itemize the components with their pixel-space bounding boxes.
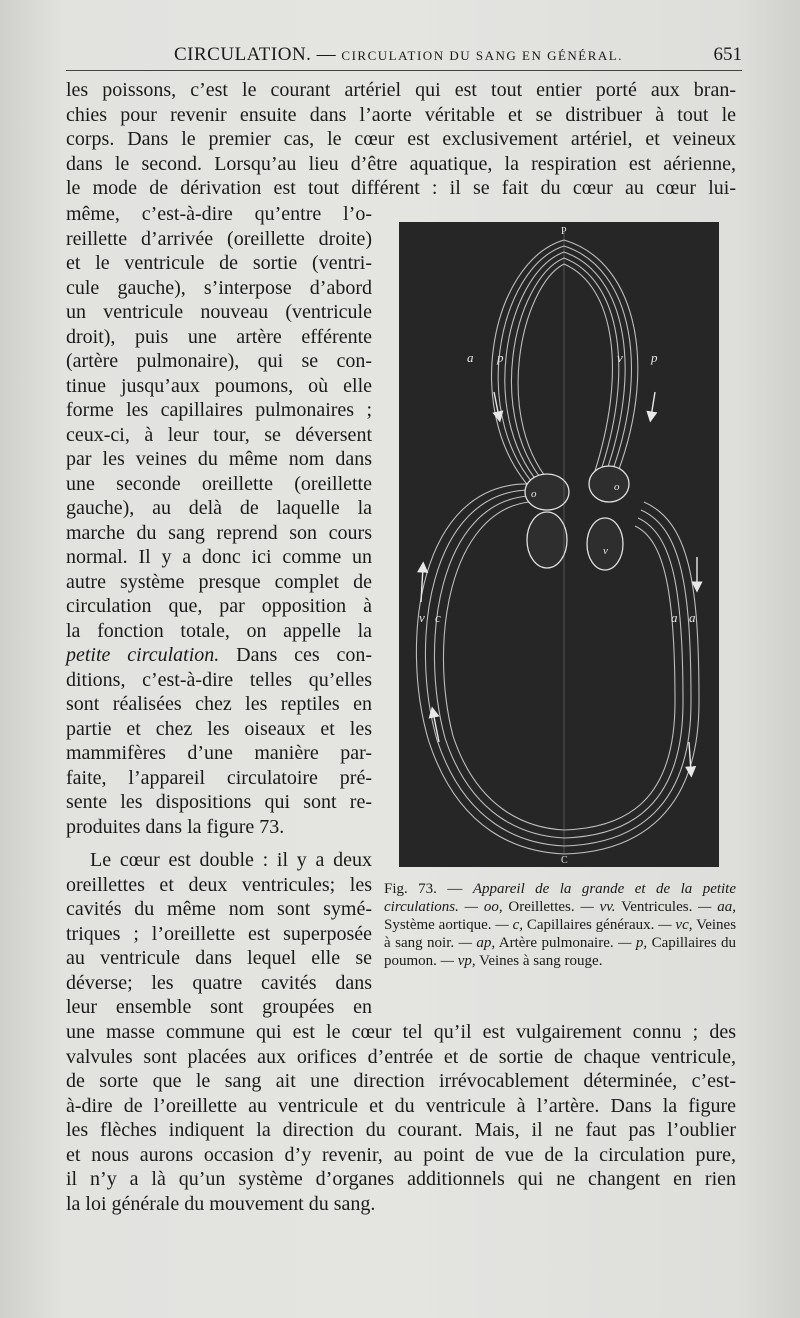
paragraph-2-column [66, 848, 372, 1020]
header-subtitle: CIRCULATION DU SANG EN GÉNÉRAL. [341, 48, 623, 63]
text-line: tinue jusqu’aux poumons, où elle [66, 374, 372, 397]
paragraph-1-full [66, 78, 736, 201]
paragraph-2-full [66, 1020, 736, 1216]
text-line: forme les capillaires pulmonaires ; [66, 399, 372, 421]
caption-key: — vv. [580, 899, 616, 915]
text-line: les poissons, c’est le courant artériel qui est tout entier porté aux bran- [66, 79, 736, 101]
label-v-heart: v [603, 545, 608, 557]
caption-key: — vp, [440, 953, 476, 969]
text-line: à-dire de l’oreillette au ventricule et du ventricule à l’artère. Dans la figure [66, 1094, 736, 1117]
text-line: déverse; les quatre cavités dans [66, 971, 372, 994]
caption-text: Système aortique. [384, 917, 492, 933]
text-line: cavités du même nom sont symé- [66, 898, 372, 920]
label-bottom-c: C [561, 855, 568, 866]
caption-key: — vc, [658, 917, 693, 933]
caption-key: — aa, [698, 899, 737, 915]
caption-key: — c, [495, 917, 523, 933]
caption-fig-title: Appareil de la grande et de la petite circulations. [384, 881, 737, 915]
text-line: marche du sang reprend son cours [66, 521, 372, 544]
text-line: il n’y a là qu’un système d’organes additionnels qui ne changent en rien [66, 1168, 736, 1190]
header-dash: — [316, 44, 337, 65]
text-line: Le cœur est double : il y a deux [90, 849, 372, 871]
caption-text: Artère pulmonaire. [498, 935, 614, 951]
caption-text: Oreillettes. [508, 899, 575, 915]
text-line: au ventricule dans lequel elle se [66, 947, 372, 969]
label-top-p: P [561, 226, 567, 237]
text-line: la fonction totale, on appelle la [66, 619, 372, 642]
text-line: leur ensemble sont groupées en [66, 996, 372, 1018]
caption-key: — oo, [464, 899, 503, 915]
text-line: produites dans la figure 73. [66, 815, 285, 838]
text-line: même, c’est-à-dire qu’entre l’o- [66, 203, 372, 225]
text-line: par les veines du même nom dans [66, 448, 372, 470]
text-line: ceux-ci, à leur tour, se déversent [66, 423, 372, 446]
label-a-right-2: a [689, 610, 696, 625]
caption-text: Capillaires du poumon. [384, 935, 736, 969]
text-line: droit), puis une artère efférente [66, 325, 372, 348]
caption-fig-label: Fig. 73. — [384, 881, 463, 897]
text-line: (artère pulmonaire), qui se con- [66, 350, 372, 372]
text-line: sont réalisées chez les reptiles en [66, 693, 372, 715]
text-line: reillette d’arrivée (oreillette droite) [66, 227, 372, 250]
text-line: autre système presque complet de [66, 570, 372, 593]
label-o-left: o [531, 488, 537, 500]
text-line: ditions, c’est-à-dire telles qu’elles [66, 668, 372, 691]
text-line: dans le second. Lorsqu’au lieu d’être aquatique, la respiration est aérienne, [66, 152, 736, 175]
text-line: partie et chez les oiseaux et les [66, 717, 372, 740]
label-p-right: p [651, 350, 658, 365]
caption-text: Ventricules. [621, 899, 693, 915]
text-line: mammifères d’une manière par- [66, 742, 372, 764]
paragraph-1-column [66, 202, 372, 839]
label-a-right-1: a [671, 610, 678, 625]
text-line: et nous aurons occasion d’y revenir, au point de vue de la circulation pure, [66, 1143, 736, 1166]
label-v-lower: v [419, 610, 425, 625]
header-title: CIRCULATION. [174, 44, 312, 65]
figure-caption [384, 880, 736, 970]
label-a-left: a [467, 350, 474, 365]
text-line: cule gauche), s’interpose d’abord [66, 276, 372, 299]
text-line: chies pour revenir ensuite dans l’aorte véritable et se distribuer à tout le [66, 103, 736, 126]
text-line: sente les dispositions qui sont re- [66, 791, 372, 813]
text-line: le mode de dérivation est tout différent : il se fait du cœur au cœur lui- [66, 177, 736, 199]
text-line: gauche), au delà de laquelle la [66, 497, 372, 519]
figure-73-circulation-diagram [399, 222, 719, 867]
label-p-left: p [497, 350, 504, 365]
flow-arrows [421, 392, 697, 772]
text-line: normal. Il y a donc ici comme un [66, 546, 372, 568]
running-head [66, 42, 742, 71]
text-line: de sorte que le sang ait une direction irrévocablement déterminée, c’est- [66, 1070, 736, 1092]
text-line: oreillettes et deux ventricules; les [66, 873, 372, 896]
label-o-right: o [614, 481, 620, 493]
pulmonary-loop [492, 240, 638, 497]
caption-key: — p, [618, 935, 648, 951]
label-v-right: v [617, 350, 623, 365]
text-line: triques ; l’oreillette est superposée [66, 922, 372, 945]
text-line: et le ventricule de sortie (ventri- [66, 252, 372, 274]
label-c-lower: c [435, 610, 441, 625]
caption-key: — ap, [458, 935, 496, 951]
text-line: valvules sont placées aux orifices d’entrée et de sortie de chaque ventricule, [66, 1045, 736, 1068]
caption-text: Veines à sang rouge. [479, 953, 603, 969]
petite-circulation-term: petite circulation. [66, 644, 220, 666]
text-line: une masse commune qui est le cœur tel qu’il est vulgairement connu ; des [66, 1021, 736, 1043]
caption-text: Capillaires généraux. [526, 917, 655, 933]
text-line: une seconde oreillette (oreillette [66, 472, 372, 495]
text-line: corps. Dans le premier cas, le cœur est exclusivement artériel, et veineux [66, 128, 736, 150]
text-line-italic-term: petite circulation. Dans ces con- [66, 644, 372, 666]
text-line: un ventricule nouveau (ventricule [66, 301, 372, 323]
caption-text: Veines à sang noir. [384, 917, 737, 951]
text-line: les flèches indiquent la direction du courant. Mais, il ne faut pas l’oublier [66, 1119, 736, 1141]
text-line: circulation que, par opposition à [66, 595, 372, 617]
text-line: la loi générale du mouvement du sang. [66, 1192, 376, 1215]
circulation-illustration [399, 222, 719, 867]
text-line: faite, l’appareil circulatoire pré- [66, 766, 372, 789]
page-number: 651 [713, 44, 742, 65]
